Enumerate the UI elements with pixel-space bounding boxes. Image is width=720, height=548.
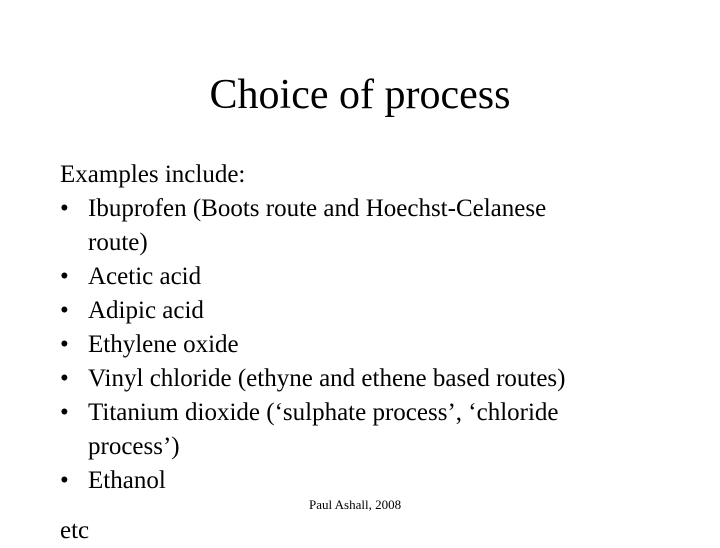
bullet-icon: • xyxy=(60,195,69,222)
list-item xyxy=(60,294,648,328)
bullet-icon: • xyxy=(60,263,69,290)
list-item xyxy=(60,464,648,498)
bullet-text: Ethanol xyxy=(88,467,166,494)
bullet-text: Ethylene oxide xyxy=(88,331,239,358)
bullet-text: Ibuprofen (Boots route and Hoechst-Celanese xyxy=(88,195,547,222)
bullet-text: Vinyl chloride (ethyne and ethene based routes) xyxy=(88,365,566,392)
bullet-text-continued: process’) xyxy=(88,433,180,460)
slide-title: Choice of process xyxy=(209,72,511,118)
list-item xyxy=(60,260,648,294)
bullet-text: Titanium dioxide (‘sulphate process’, ‘chloride xyxy=(88,399,559,426)
bullet-list xyxy=(60,192,648,498)
bullet-icon: • xyxy=(60,297,69,324)
bullet-text-continued: route) xyxy=(88,229,148,256)
bullet-icon: • xyxy=(60,331,69,358)
list-item xyxy=(60,362,648,396)
bullet-icon: • xyxy=(60,467,69,494)
closing-text: etc xyxy=(60,517,90,544)
bullet-icon: • xyxy=(60,399,69,426)
bullet-text: Adipic acid xyxy=(88,297,204,324)
list-item xyxy=(60,328,648,362)
intro-text: Examples include: xyxy=(60,161,246,188)
list-item xyxy=(60,396,648,464)
bullet-text: Acetic acid xyxy=(88,263,202,290)
list-item xyxy=(60,192,648,260)
bullet-icon: • xyxy=(60,365,69,392)
footer-credit: Paul Ashall, 2008 xyxy=(309,497,402,512)
